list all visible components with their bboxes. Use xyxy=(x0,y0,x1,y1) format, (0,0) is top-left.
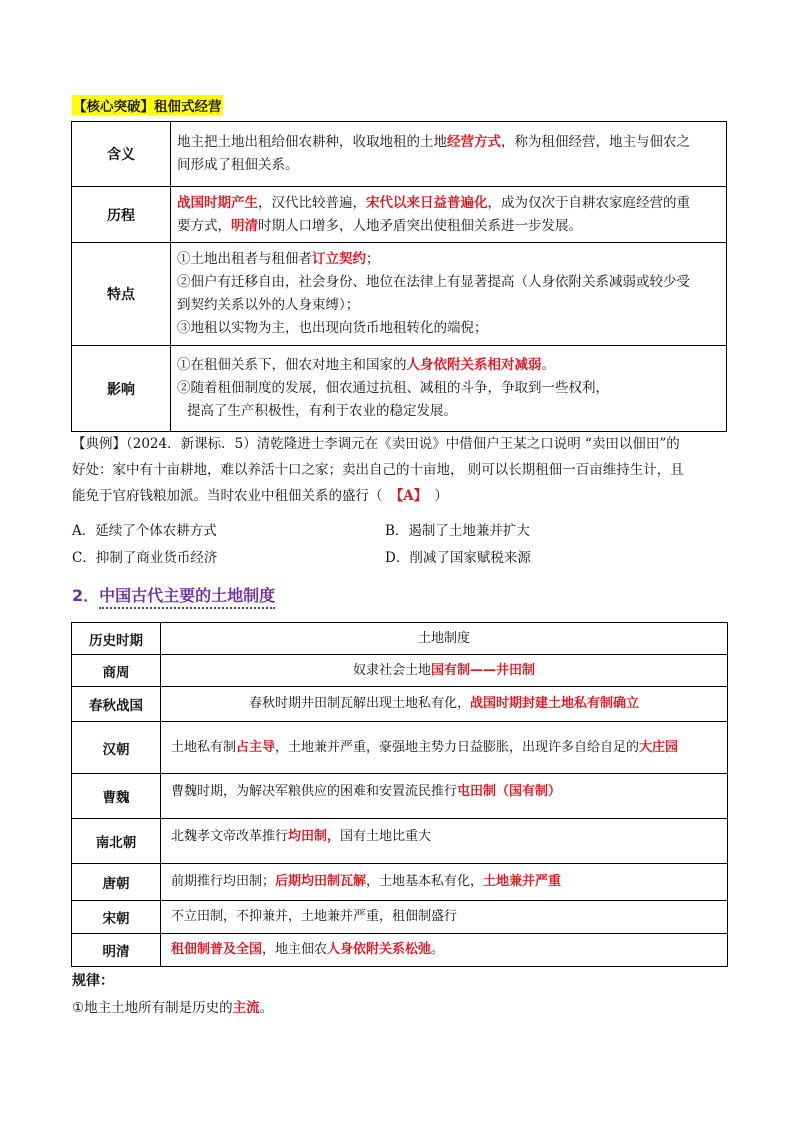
table-row xyxy=(72,687,728,722)
row-content xyxy=(171,346,727,432)
table-row xyxy=(72,187,727,243)
table-row xyxy=(72,901,728,934)
text-segment: ，地主佃农 xyxy=(262,942,328,957)
option-b: B．遏制了土地兼并扩大 xyxy=(385,523,530,539)
rule-title: 规律： xyxy=(72,973,114,989)
text-segment: ，成为仅次于自耕农家庭经营的重 xyxy=(487,194,690,211)
system-cell xyxy=(161,655,728,687)
table-row xyxy=(72,774,728,819)
era-cell: 曹魏 xyxy=(72,774,161,819)
example-line: 能免于官府钱粮加派。当时农业中租佃关系的盛行（ 【A】 ） xyxy=(72,488,448,504)
content-line xyxy=(177,271,718,294)
text-segment: ，土地兼并严重，豪强地主势力日益膨胀，出现许多自给自足的 xyxy=(275,739,640,755)
row-header: 特点 xyxy=(72,243,171,346)
text-segment: ，汉代比较普遍， xyxy=(258,194,366,211)
content-line xyxy=(177,154,718,177)
table-row xyxy=(72,934,728,967)
era-cell: 宋朝 xyxy=(72,901,161,934)
text-segment: 不立田制，不抑兼并，土地兼并严重，租佃制盛行 xyxy=(171,909,458,924)
text-segment: ③地租以实物为主，也出现向货币地租转化的端倪； xyxy=(177,320,488,336)
text-segment: ，称为租佃经营，地主与佃农之 xyxy=(501,134,690,150)
text-segment: 春秋时期井田制瓦解出现土地私有化， xyxy=(248,696,470,711)
highlight-text: 订立契约 xyxy=(312,251,366,267)
text-segment: 曹魏时期，为解决军粮供应的困难和安置流民推行 xyxy=(171,784,458,799)
content-line xyxy=(177,131,718,154)
table-header-row xyxy=(72,623,728,655)
column-header-era: 历史时期 xyxy=(72,623,161,655)
text-segment: ，土地基本私有化， xyxy=(366,874,484,889)
era-cell: 商周 xyxy=(72,655,161,687)
highlight-text: 战国时期封建土地私有制确立 xyxy=(470,696,640,711)
answer-label: 【A】 xyxy=(396,488,421,504)
text-segment: 要方式， xyxy=(177,217,231,234)
text-segment: 间形成了租佃关系。 xyxy=(177,157,299,173)
highlight-text: 人身依附关系相对减弱 xyxy=(406,357,542,373)
option-d: D．削减了国家赋税来源 xyxy=(385,550,531,566)
era-cell: 春秋战国 xyxy=(72,687,161,722)
text-segment: 国有土地比重大 xyxy=(340,829,432,844)
text-segment: 时期人口增多，人地矛盾突出使租佃关系进一步发展。 xyxy=(258,217,582,234)
text-segment: 北魏孝文帝改革推行 xyxy=(171,829,289,844)
column-header-system: 土地制度 xyxy=(161,623,728,655)
core-breakthrough-title: 【核心突破】租佃式经营 xyxy=(72,95,223,115)
option-a: A．延续了个体农耕方式 xyxy=(72,523,217,539)
example-line: 好处：家中有十亩耕地，难以养活十口之家；卖出自己的十亩地， 则可以长期租佃一百亩维持生计，且 xyxy=(72,462,684,478)
content-line xyxy=(177,354,718,377)
system-cell xyxy=(161,934,728,967)
content-line xyxy=(177,377,718,400)
tenancy-table xyxy=(71,121,727,432)
text-segment: 土地私有制 xyxy=(171,739,237,755)
system-cell xyxy=(161,819,728,864)
system-cell xyxy=(161,901,728,934)
text-segment: 提高了生产积极性，有利于农业的稳定发展。 xyxy=(187,403,457,419)
system-cell xyxy=(161,774,728,819)
table-row xyxy=(72,243,727,346)
row-header: 含义 xyxy=(72,122,171,187)
row-header: 影响 xyxy=(72,346,171,432)
text-segment: ； xyxy=(366,251,380,267)
highlight-text: 人身依附关系松弛 xyxy=(327,942,432,957)
text-segment: ②随着租佃制度的发展，佃农通过抗租、减租的斗争，争取到一些权利， xyxy=(177,380,609,396)
table-row xyxy=(72,346,727,432)
era-cell: 明清 xyxy=(72,934,161,967)
table-row xyxy=(72,864,728,901)
era-cell: 唐朝 xyxy=(72,864,161,901)
highlight-text: 后期均田制瓦解 xyxy=(275,874,367,889)
content-line xyxy=(177,317,718,340)
rule-item: ①地主土地所有制是历史的主流。 xyxy=(72,1000,274,1016)
highlight-text: 国有制——井田制 xyxy=(431,662,536,678)
text-segment: 地主把土地出租给佃农耕种，收取地租的土地 xyxy=(177,134,447,150)
system-cell xyxy=(161,864,728,901)
table-row xyxy=(72,655,728,687)
highlight-text: 宋代以来日益普遍化 xyxy=(366,194,488,211)
content-line xyxy=(177,294,718,317)
land-system-table xyxy=(71,622,728,967)
text-segment: ①在租佃关系下，佃农对地主和国家的 xyxy=(177,357,407,373)
text-segment: ②佃户有迁移自由，社会身份、地位在法律上有显著提高（人身依附关系减弱或较少受 xyxy=(177,274,690,290)
row-content xyxy=(171,122,727,187)
text-segment: 前期推行均田制； xyxy=(171,874,276,889)
highlight-text: 均田制， xyxy=(288,829,341,844)
option-c: C．抑制了商业货币经济 xyxy=(72,550,218,566)
example-question xyxy=(72,431,732,509)
text-segment: 。 xyxy=(541,357,555,373)
highlight-text: 租佃制普及全国 xyxy=(171,942,263,957)
row-content xyxy=(171,243,727,346)
section-heading: 2．中国古代主要的土地制度 xyxy=(72,583,275,606)
content-line xyxy=(177,248,718,271)
highlight-text: 大庄园 xyxy=(639,739,679,755)
row-content xyxy=(171,187,727,243)
content-line xyxy=(177,400,718,423)
system-cell xyxy=(161,687,728,722)
era-cell: 汉朝 xyxy=(72,722,161,774)
table-row xyxy=(72,722,728,774)
text-segment: ①土地出租者与租佃者 xyxy=(177,251,312,267)
table-row xyxy=(72,122,727,187)
table-row xyxy=(72,819,728,864)
highlight-text: 经营方式 xyxy=(447,134,501,150)
text-segment: 到契约关系以外的人身束缚）； xyxy=(177,297,360,313)
row-header: 历程 xyxy=(72,187,171,243)
era-cell: 南北朝 xyxy=(72,819,161,864)
highlight-text: 明清 xyxy=(231,217,258,234)
highlight-text: 屯田制（国有制） xyxy=(457,784,562,799)
highlight-text: 土地兼并严重 xyxy=(483,874,562,889)
text-segment: 奴隶社会土地 xyxy=(352,662,431,678)
example-line: 【典例】（2024．新课标．5）清乾隆进士李调元在《卖田说》中借佃户王某之口说明 “卖田以佃田”的 xyxy=(72,436,680,452)
content-line xyxy=(177,192,718,215)
system-cell xyxy=(161,722,728,774)
text-segment: 。 xyxy=(431,942,445,957)
highlight-text: 占主导 xyxy=(236,739,276,755)
content-line xyxy=(177,215,718,238)
highlight-text: 战国时期产生 xyxy=(177,194,258,211)
